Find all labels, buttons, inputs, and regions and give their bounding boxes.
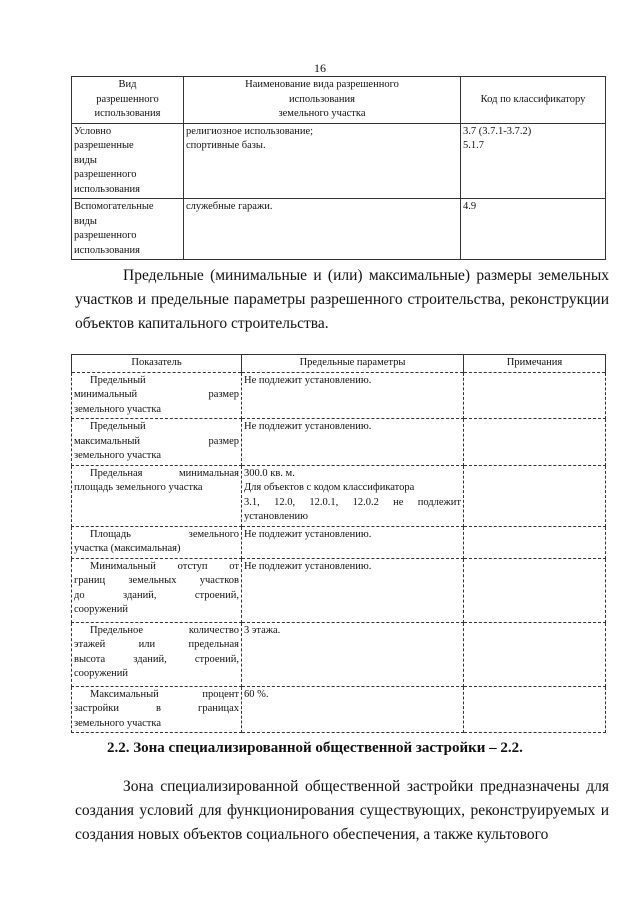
cell-params: Не подлежит установлению. [242,419,464,466]
cell-note [464,558,606,622]
table-row [72,686,606,733]
cell-indicator: Минимальный отступ от границ земельных участков до зданий, строений, сооружений [72,558,242,622]
table-header-row [72,77,606,124]
header-params: Предельные параметры [242,355,464,373]
cell-indicator: Предельная минимальная площадь земельного участка [72,465,242,526]
cell-params: Не подлежит установлению. [242,558,464,622]
cell-kind: Вспомогательные виды разрешенного использования [72,199,184,260]
cell-params: Не подлежит установлению. [242,526,464,558]
cell-indicator: Площадь земельного участка (максимальная) [72,526,242,558]
cell-params: 3 этажа. [242,622,464,686]
cell-params: Не подлежит установлению. [242,372,464,419]
cell-note [464,526,606,558]
cell-code: 3.7 (3.7.1-3.7.2) 5.1.7 [461,123,606,199]
cell-note [464,622,606,686]
page-number: 16 [314,61,326,75]
cell-note [464,419,606,466]
limits-paragraph: Предельные (минимальные и (или) максимальные) размеры земельных участков и предельные параметры разрешенного строительства, реконструкции объектов капитального строительства. [75,267,609,332]
cell-name: религиозное использование; спортивные базы. [184,123,461,199]
zone-description-paragraph: Зона специализированной общественной застройки предназначены для создания условий для функционирования существующих, реконструируемых и создания новых объектов социального обеспечения, а также культового [75,778,609,843]
table-row [72,123,606,199]
cell-indicator: Максимальный процент застройки в границах земельного участка [72,686,242,733]
cell-indicator: Предельное количество этажей или предельная высота зданий, строений, сооружений [72,622,242,686]
table-row [72,622,606,686]
header-kind: Вид разрешенного использования [72,77,184,124]
table-row [72,419,606,466]
cell-kind: Условно разрешенные виды разрешенного использования [72,123,184,199]
table-header-row [72,355,606,373]
cell-code: 4.9 [461,199,606,260]
cell-note [464,465,606,526]
header-name: Наименование вида разрешенного использования земельного участка [184,77,461,124]
cell-params: 300.0 кв. м. Для объектов с кодом классификатора 3.1, 12.0, 12.0.1, 12.0.2 не подлежит установлению [242,465,464,526]
limits-table [71,354,606,733]
cell-params: 60 %. [242,686,464,733]
section-heading: 2.2. Зона специализированной общественной застройки – 2.2. [107,740,523,756]
table-row [72,558,606,622]
header-notes: Примечания [464,355,606,373]
cell-name: служебные гаражи. [184,199,461,260]
permitted-use-table [71,76,606,260]
table-row [72,526,606,558]
cell-note [464,686,606,733]
cell-note [464,372,606,419]
table-row [72,372,606,419]
cell-indicator: Предельный максимальный размер земельного участка [72,419,242,466]
cell-indicator: Предельный минимальный размер земельного участка [72,372,242,419]
header-code: Код по классификатору [461,77,606,124]
table-row [72,465,606,526]
header-indicator: Показатель [72,355,242,373]
table-row [72,199,606,260]
